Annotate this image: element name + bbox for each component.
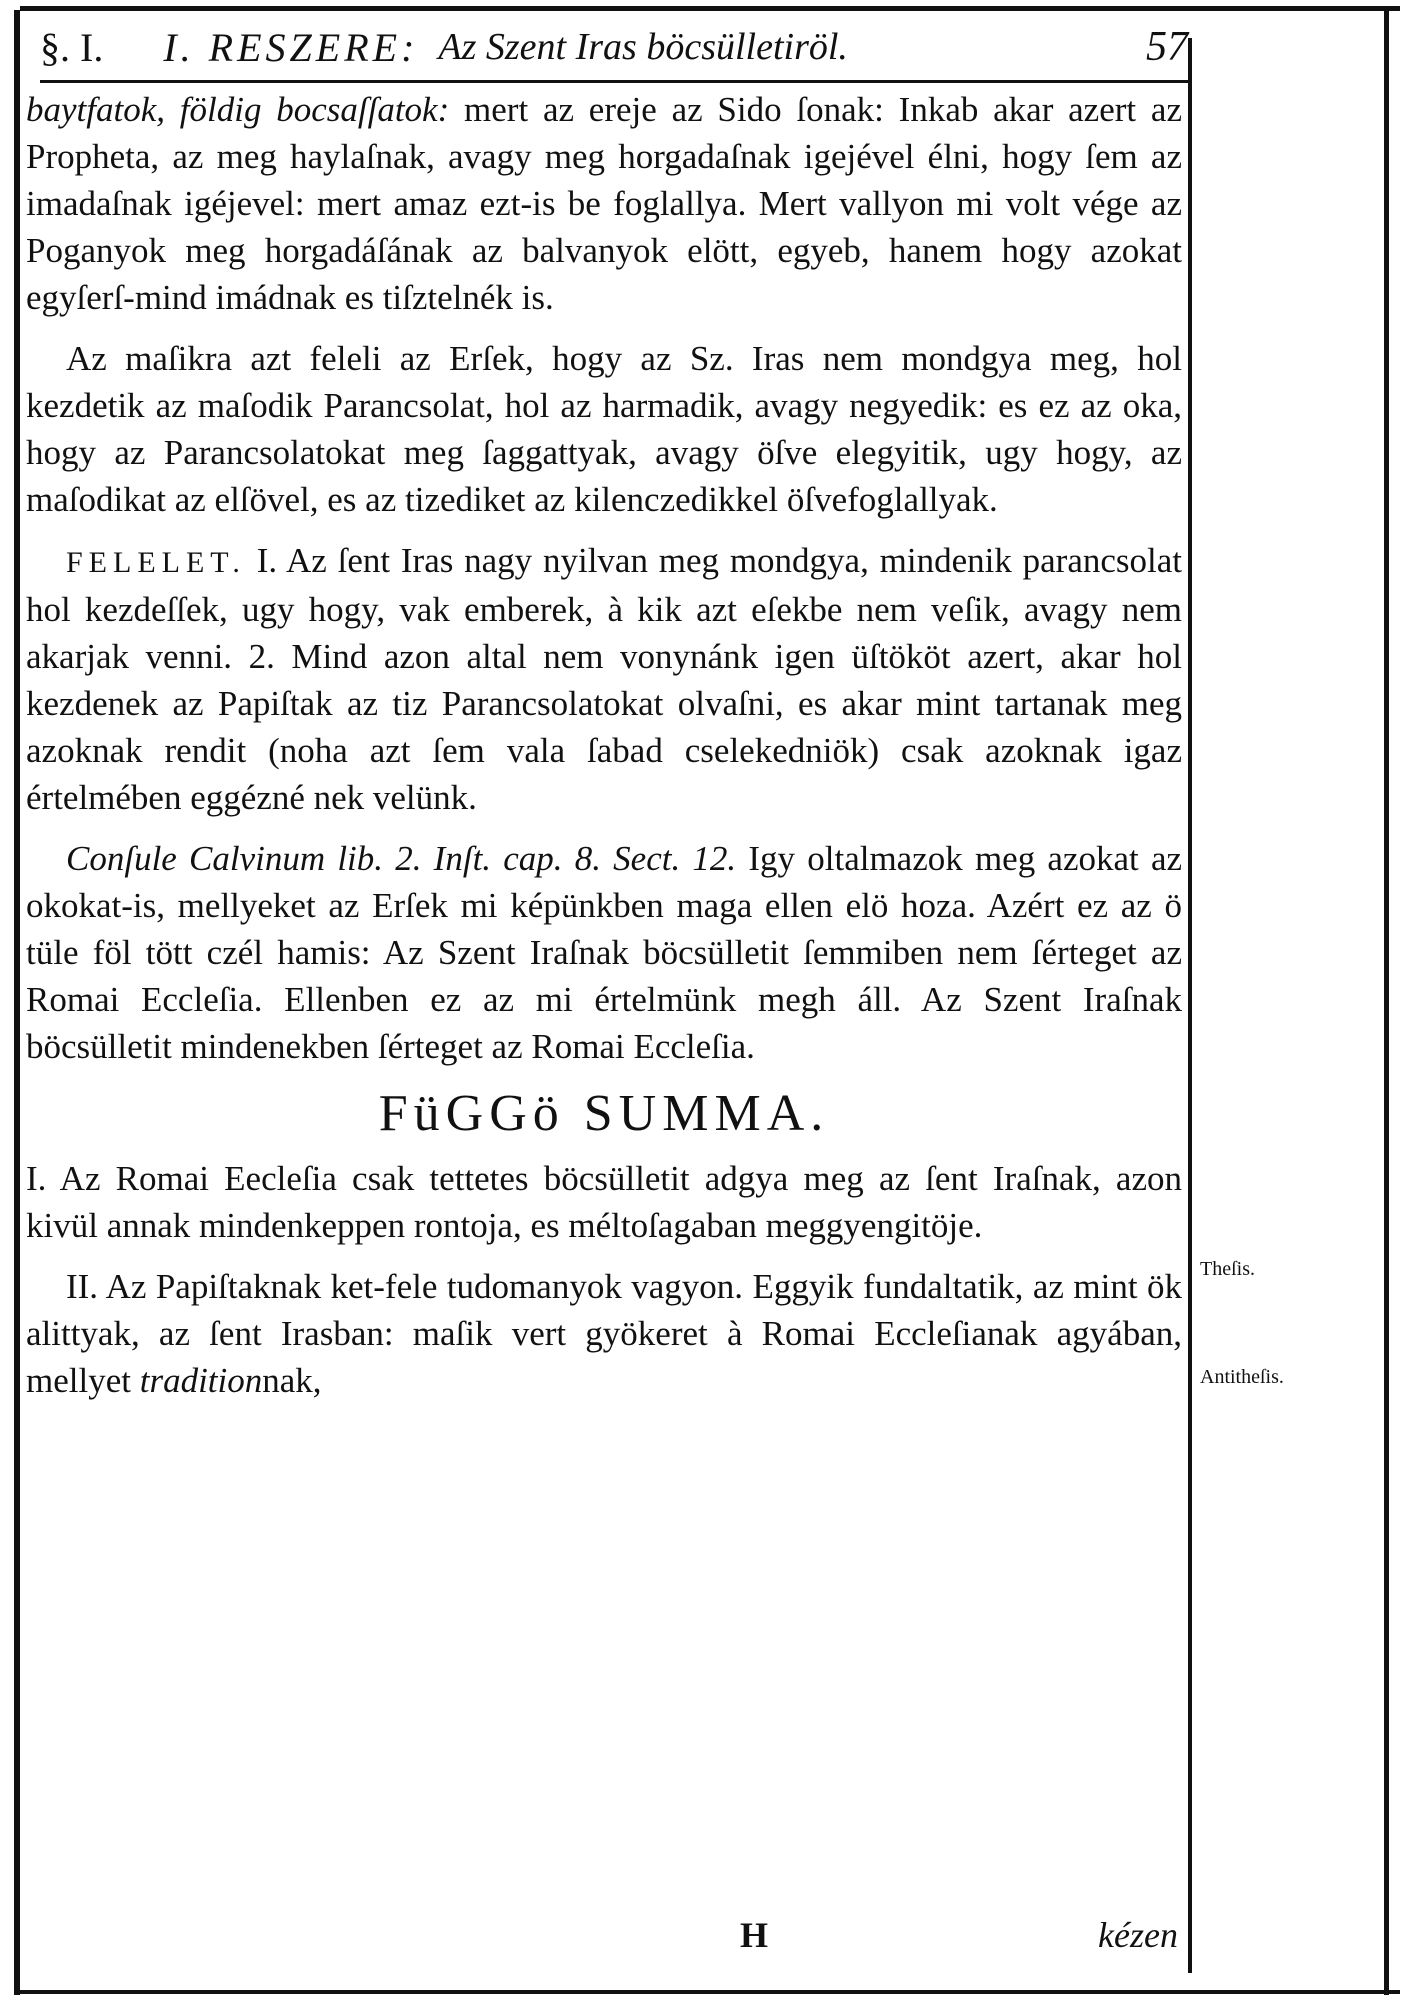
frame-bottom-rule	[20, 1990, 1400, 1994]
paragraph-2-text: Az maſikra azt feleli az Erſek, hogy az Sz. Iras nem mondgya meg, hol kezdetik az maſodik Parancsolat, hol az harmadik, avagy negyedik: es ez az oka, hogy az Parancsolatokat meg ſaggattyak, avagy öſve elegyitik, ugy hogy, az maſodikat az elſövel, es az tizediket az kilenczedikkel öſvefoglallyak.	[26, 339, 1182, 519]
header-rule	[40, 80, 1188, 83]
signature-mark: H	[740, 1915, 769, 1955]
running-header	[40, 16, 1188, 78]
paragraph-3	[26, 537, 1182, 821]
citation: Conſule Calvinum lib. 2. Inſt. cap. 8. Sect. 12.	[66, 839, 737, 878]
paragraph-1-lead: baytfatok, földig bocsaſſatok:	[26, 90, 450, 129]
paragraph-4	[26, 835, 1182, 1070]
paragraph-1	[26, 86, 1182, 321]
paragraph-3-text: I. Az ſent Iras nagy nyilvan meg mondgya, mindenik parancsolat hol kezdeſſek, ugy hogy, vak emberek, à kik azt eſekbe nem veſik, avagy nem akarjak venni. 2. Mind azon altal nem vonynánk igen üſtököt azert, akar hol kezdenek az Papiſtak az tiz Parancsolatokat olvaſni, es akar mint tartanak meg azoknak rendit (noha azt ſem vala ſabad cselekedniök) csak azoknak igaz értelmében eggézné nek velünk.	[26, 541, 1182, 817]
summary-2-italic-word: tradition	[139, 1361, 263, 1400]
margin-note-antithesis: Antitheſis.	[1200, 1366, 1284, 1388]
summary-1	[26, 1155, 1182, 1249]
summary-2-text: II. Az Papiſtaknak ket-fele tudomanyok vagyon. Eggyik fundaltatik, az mint ök alittyak, az ſent Irasban: maſik vert gyökeret à Romai Eccleſianak agyában, mellyet	[26, 1267, 1182, 1400]
summary-1-text: I. Az Romai Eecleſia csak tettetes böcsülletit adgya meg az ſent Iraſnak, azon kivül annak mindenkeppen rontoja, es méltoſagaban meggyengitöje.	[26, 1159, 1182, 1245]
paragraph-4-text: Igy oltalmazok meg azokat az okokat-is, mellyeket az Erſek mi képünkben maga ellen elö hoza. Azért ez az ö tüle föl tött czél hamis: Az Szent Iraſnak böcsülletit ſemmiben nem ſérteget az Romai Eccleſia. Ellenben ez az mi értelmünk megh áll. Az Szent Iraſnak böcsülletit mindenekben ſérteget az Romai Eccleſia.	[26, 839, 1183, 1066]
frame-right-rule	[1384, 10, 1389, 1995]
summary-2	[26, 1263, 1182, 1404]
catchword: kézen	[1098, 1915, 1178, 1955]
margin-note-thesis: Theſis.	[1200, 1258, 1255, 1280]
body-text	[26, 86, 1182, 1418]
frame-left-rule	[14, 10, 20, 1995]
summary-2-tail: nak,	[262, 1361, 322, 1400]
page-number: 57	[1146, 24, 1188, 70]
felelet-label: FELELET.	[66, 546, 246, 579]
running-title: Az Szent Iras böcsülletiröl.	[438, 26, 848, 68]
paragraph-2	[26, 335, 1182, 523]
page-footer	[40, 1900, 1188, 1970]
part-label: I. RESZERE:	[163, 24, 419, 70]
paragraph-1-text: mert az ereje az Sido ſonak: Inkab akar azert az Propheta, az meg haylaſnak, avagy meg horgadaſnak igejével élni, hogy ſem az imadaſnak igéjevel: mert amaz ezt-is be foglallya. Mert vallyon mi volt vége az Poganyok meg horgadáſának az balvanyok elött, egyeb, hanem hogy azokat egyſerſ-mind imádnak es tiſztelnék is.	[26, 90, 1182, 317]
section-heading: FüGGö SUMMA.	[378, 1085, 830, 1142]
frame-top-rule	[20, 6, 1400, 11]
section-mark: §. I.	[40, 24, 104, 70]
margin-divider-rule	[1188, 38, 1192, 1973]
